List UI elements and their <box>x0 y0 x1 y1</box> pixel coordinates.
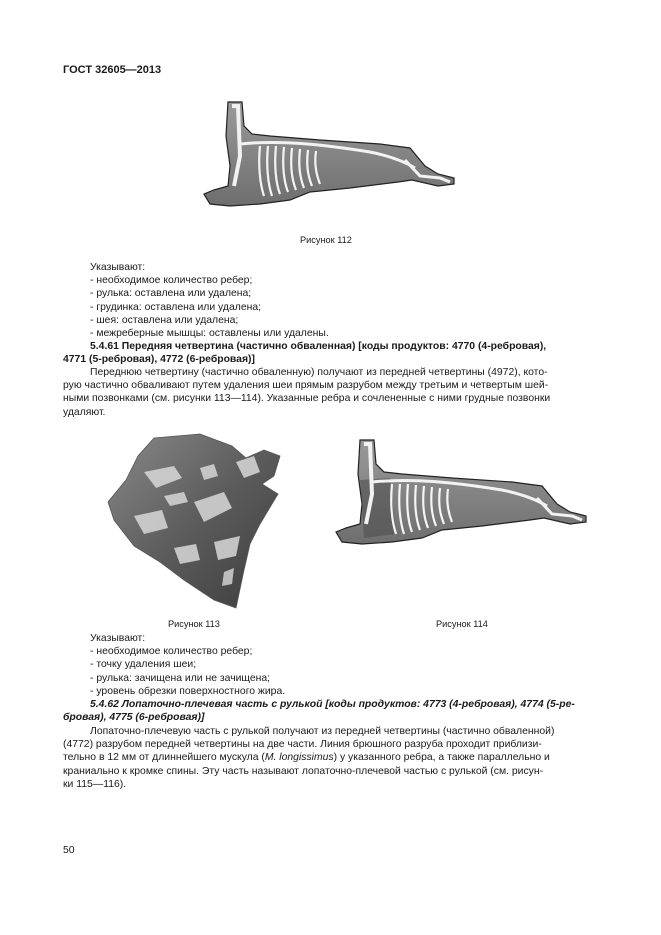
page-number: 50 <box>63 845 75 856</box>
figure-112-caption: Рисунок 112 <box>300 235 352 245</box>
figure-113-caption: Рисунок 113 <box>168 619 220 629</box>
list-intro: Указывают: <box>90 262 146 273</box>
list-item: - межреберные мышцы: оставлены или удалены. <box>90 328 329 340</box>
list-item: - точку удаления шеи; <box>90 659 197 671</box>
figure-114-caption: Рисунок 114 <box>436 619 488 629</box>
list-item: - шея: оставлена или удалена; <box>90 314 239 326</box>
figure-114-carcass-diagram <box>330 434 592 552</box>
section-5461-paragraph: Переднюю четвертину (частично обваленную) получают из передней четвертины (4972), кото- рую частично обваливают путем удаления шеи прямым разрубом между третьим и четвертым шей- ными позвонками (см. рисунки 113—114). Указанные ребра и сочлененные с ними грудные позвонки удаляют. <box>63 367 551 418</box>
list-item: - рулька: оставлена или удалена; <box>90 288 252 300</box>
document-standard-header: ГОСТ 32605—2013 <box>63 64 162 76</box>
list-item: - необходимое количество ребер; <box>90 646 253 658</box>
requirements-list-1 <box>90 261 329 340</box>
figure-112-carcass-diagram <box>200 96 462 214</box>
list-intro: Указывают: <box>90 633 146 644</box>
list-item: - уровень обрезки поверхностного жира. <box>90 685 286 697</box>
section-5462-paragraph: Лопаточно-плечевую часть с рулькой получают из передней четвертины (частично обваленной) (4772) разрубом передней четвертины на две части. Линия брюшного разруба проходит приблизи- тельно в 12 мм от длиннейшего мускула (M. longissimus) у указанного ребра, а также параллельно и краниально к кромке спины. Эту часть называют лопаточно-плечевой частью с рулькой (см. рисун- ки 115—116). <box>63 726 555 790</box>
list-item: - грудинка: оставлена или удалена; <box>90 301 261 313</box>
figure-113-meat-photo <box>104 432 294 612</box>
list-item: - необходимое количество ребер; <box>90 275 253 287</box>
requirements-list-2 <box>90 632 285 698</box>
latin-muscle-name: M. longissimus <box>264 752 334 764</box>
section-5462-heading: 5.4.62 Лопаточно-плечевая часть с рулькой [коды продуктов: 4773 (4-ребровая), 4774 (5-ре- бровая), 4775 (6-ребровая)] <box>63 699 575 724</box>
section-5461-heading: 5.4.61 Передняя четвертина (частично обваленная) [коды продуктов: 4770 (4-ребровая), 4771 (5-ребровая), 4772 (6-ребровая)] <box>63 341 547 366</box>
list-item: - рулька: зачищена или не зачищена; <box>90 672 271 684</box>
